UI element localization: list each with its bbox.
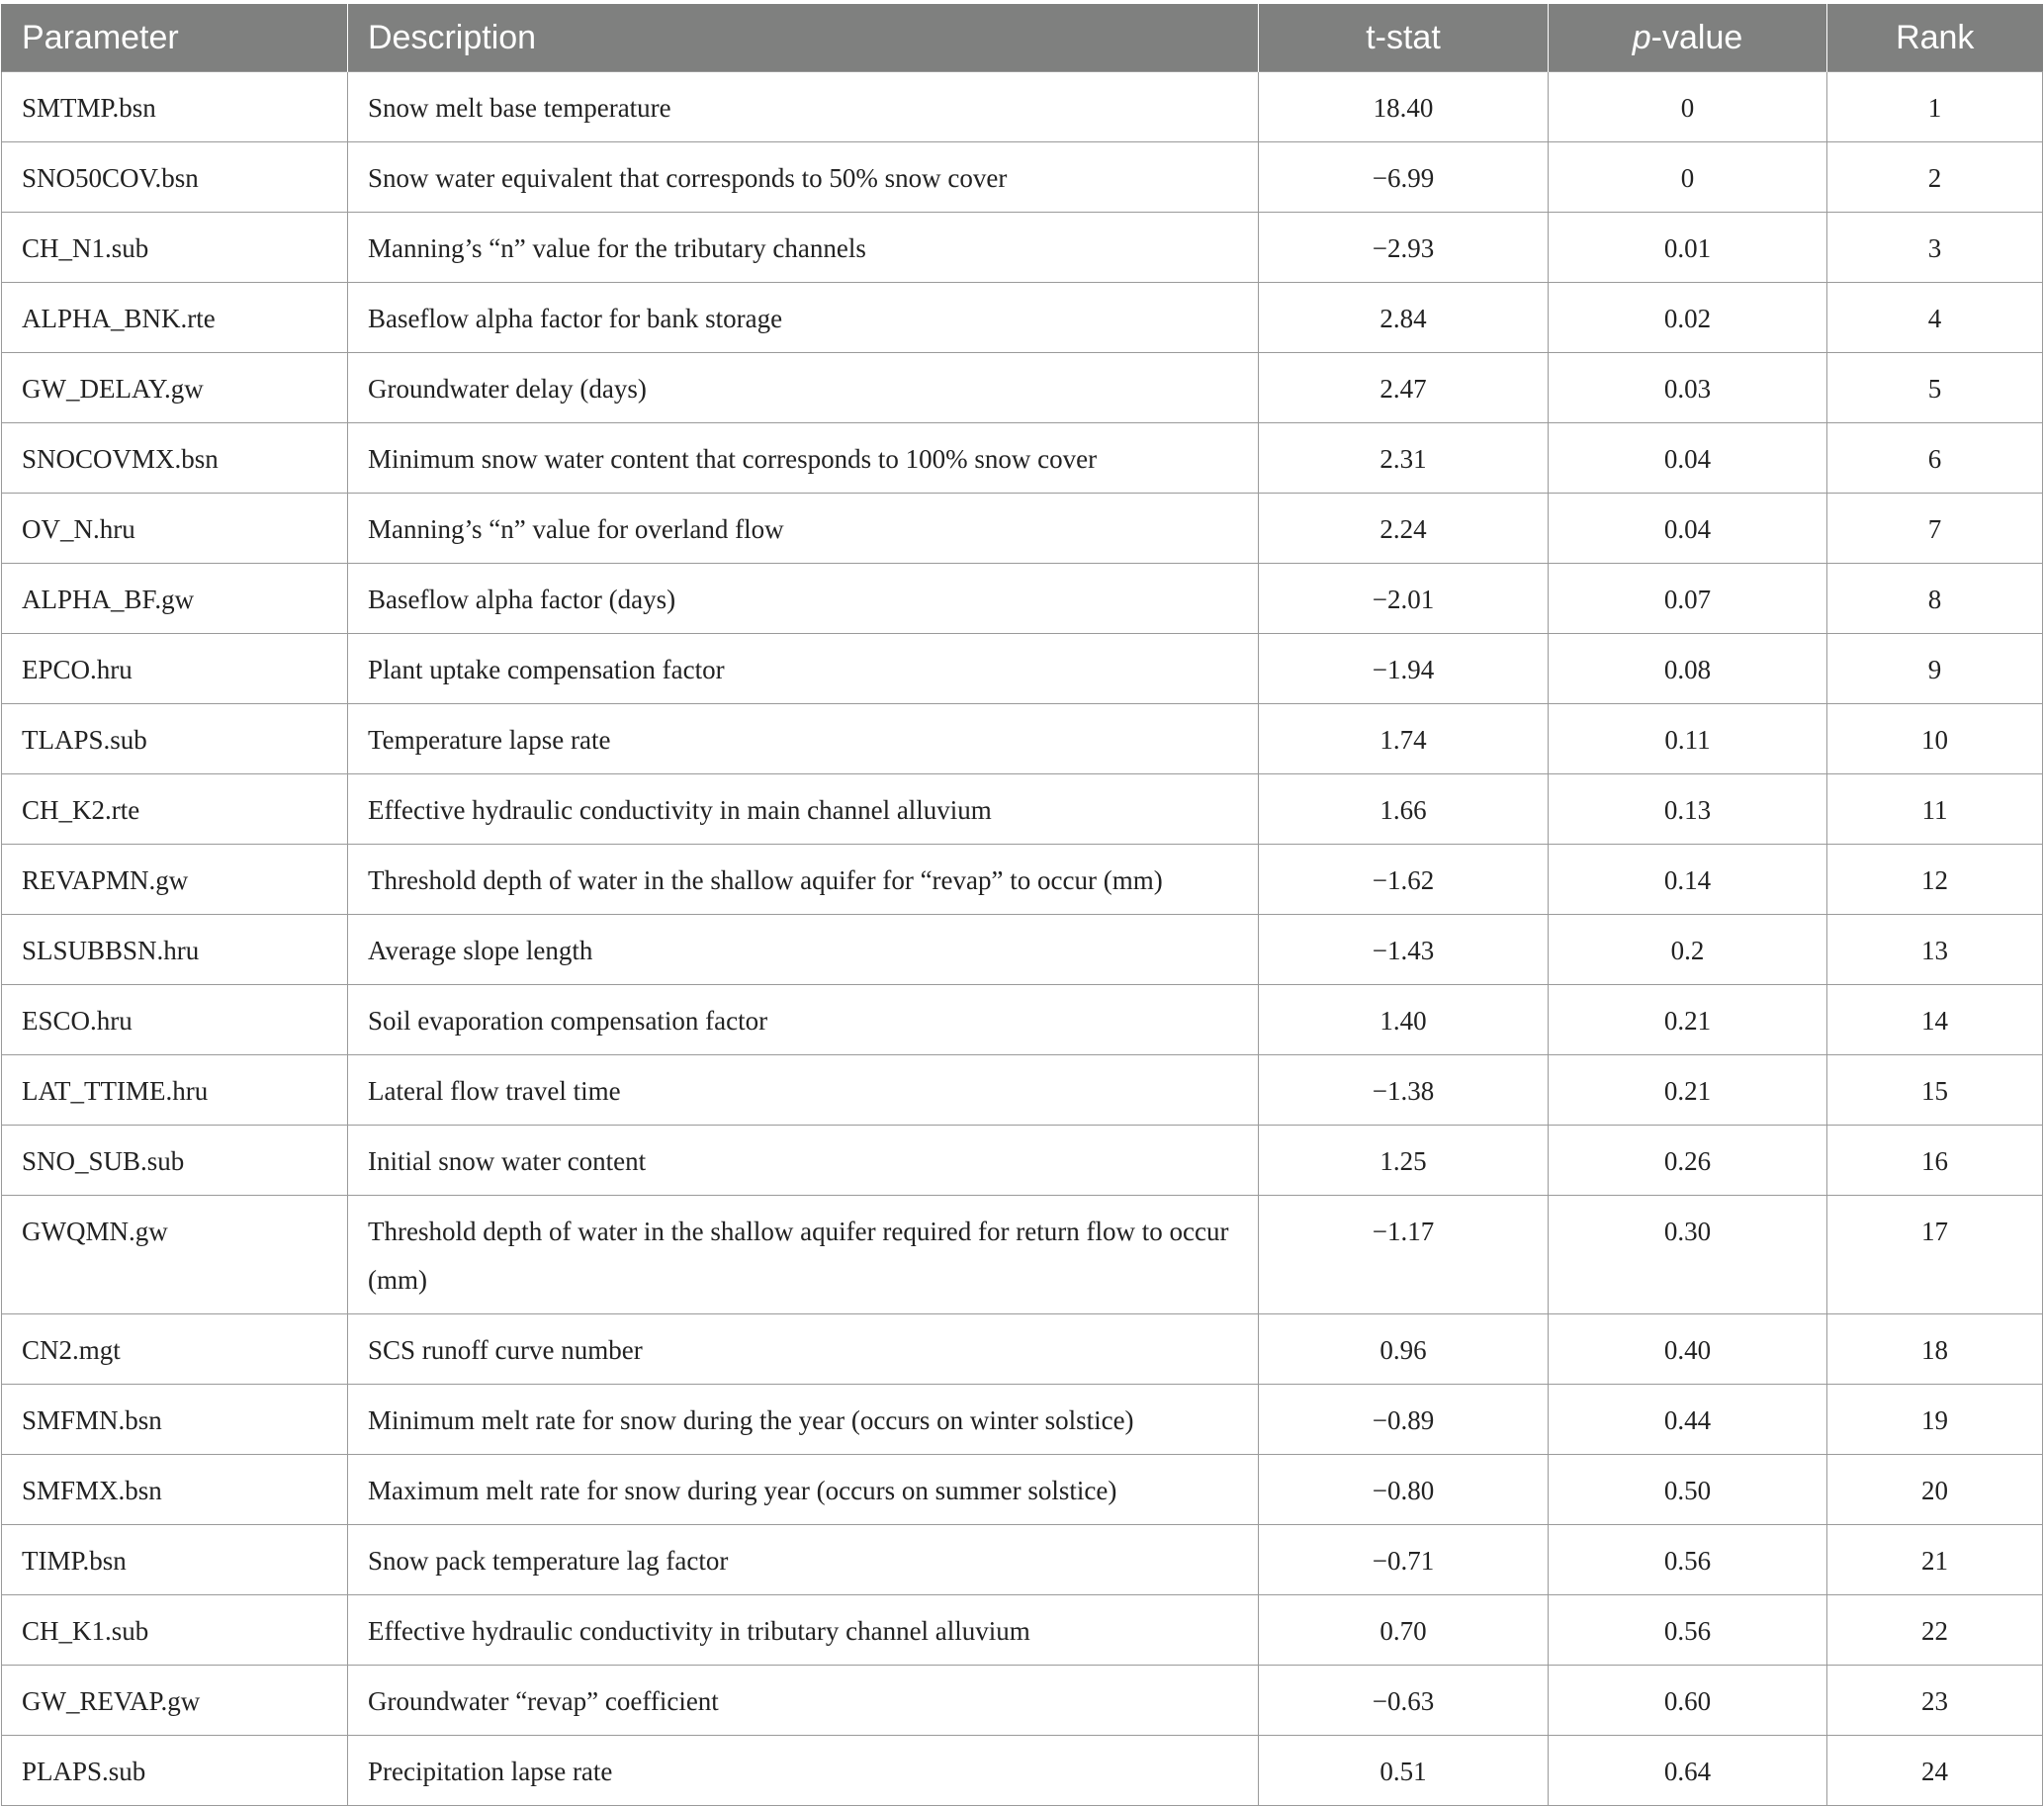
cell-rank: 1 [1827, 72, 2043, 142]
table-row [2, 915, 2043, 985]
cell-pvalue: 0.01 [1549, 213, 1827, 283]
cell-rank: 14 [1827, 985, 2043, 1055]
header-row [2, 4, 2043, 72]
cell-description: Maximum melt rate for snow during year (occurs on summer solstice) [348, 1455, 1259, 1525]
cell-parameter: SMFMN.bsn [2, 1385, 348, 1455]
cell-tstat: 0.70 [1259, 1595, 1549, 1666]
cell-rank: 23 [1827, 1666, 2043, 1736]
cell-parameter: CH_N1.sub [2, 213, 348, 283]
table-row [2, 283, 2043, 353]
table-row [2, 1736, 2043, 1806]
cell-parameter: TIMP.bsn [2, 1525, 348, 1595]
cell-tstat: −0.89 [1259, 1385, 1549, 1455]
cell-tstat: −2.93 [1259, 213, 1549, 283]
cell-description: Minimum melt rate for snow during the year (occurs on winter solstice) [348, 1385, 1259, 1455]
table-row [2, 564, 2043, 634]
cell-rank: 24 [1827, 1736, 2043, 1806]
cell-description: Minimum snow water content that corresponds to 100% snow cover [348, 423, 1259, 494]
table-row [2, 1525, 2043, 1595]
cell-rank: 9 [1827, 634, 2043, 704]
cell-parameter: SNO_SUB.sub [2, 1126, 348, 1196]
cell-parameter: GW_DELAY.gw [2, 353, 348, 423]
cell-pvalue: 0.56 [1549, 1525, 1827, 1595]
cell-description: Threshold depth of water in the shallow aquifer required for return flow to occur (mm) [348, 1196, 1259, 1314]
table-row [2, 1126, 2043, 1196]
cell-description: Temperature lapse rate [348, 704, 1259, 774]
cell-tstat: −2.01 [1259, 564, 1549, 634]
cell-tstat: −1.17 [1259, 1196, 1549, 1314]
cell-tstat: −1.38 [1259, 1055, 1549, 1126]
cell-parameter: CH_K2.rte [2, 774, 348, 845]
table-body [2, 72, 2043, 1806]
cell-rank: 7 [1827, 494, 2043, 564]
cell-parameter: SNO50COV.bsn [2, 142, 348, 213]
cell-tstat: −6.99 [1259, 142, 1549, 213]
table-row [2, 1196, 2043, 1314]
cell-description: Baseflow alpha factor (days) [348, 564, 1259, 634]
cell-rank: 19 [1827, 1385, 2043, 1455]
header-tstat: t-stat [1259, 4, 1549, 72]
cell-parameter: EPCO.hru [2, 634, 348, 704]
cell-description: Baseflow alpha factor for bank storage [348, 283, 1259, 353]
cell-description: Manning’s “n” value for overland flow [348, 494, 1259, 564]
cell-parameter: TLAPS.sub [2, 704, 348, 774]
cell-tstat: −1.43 [1259, 915, 1549, 985]
table-row [2, 72, 2043, 142]
cell-pvalue: 0.56 [1549, 1595, 1827, 1666]
cell-rank: 10 [1827, 704, 2043, 774]
cell-rank: 20 [1827, 1455, 2043, 1525]
cell-tstat: 0.96 [1259, 1314, 1549, 1385]
cell-parameter: REVAPMN.gw [2, 845, 348, 915]
cell-pvalue: 0.60 [1549, 1666, 1827, 1736]
cell-pvalue: 0.44 [1549, 1385, 1827, 1455]
cell-description: Threshold depth of water in the shallow aquifer for “revap” to occur (mm) [348, 845, 1259, 915]
cell-pvalue: 0.04 [1549, 494, 1827, 564]
table-row [2, 845, 2043, 915]
cell-pvalue: 0.07 [1549, 564, 1827, 634]
cell-rank: 15 [1827, 1055, 2043, 1126]
cell-rank: 2 [1827, 142, 2043, 213]
cell-description: Plant uptake compensation factor [348, 634, 1259, 704]
table-row [2, 704, 2043, 774]
cell-tstat: 1.25 [1259, 1126, 1549, 1196]
cell-pvalue: 0.14 [1549, 845, 1827, 915]
table-row [2, 634, 2043, 704]
cell-parameter: SLSUBBSN.hru [2, 915, 348, 985]
cell-description: Effective hydraulic conductivity in main channel alluvium [348, 774, 1259, 845]
cell-tstat: 18.40 [1259, 72, 1549, 142]
cell-parameter: ALPHA_BF.gw [2, 564, 348, 634]
cell-pvalue: 0 [1549, 142, 1827, 213]
table-row [2, 1595, 2043, 1666]
cell-description: Groundwater delay (days) [348, 353, 1259, 423]
cell-description: Snow water equivalent that corresponds to 50% snow cover [348, 142, 1259, 213]
cell-parameter: LAT_TTIME.hru [2, 1055, 348, 1126]
header-description: Description [348, 4, 1259, 72]
cell-parameter: SMFMX.bsn [2, 1455, 348, 1525]
cell-parameter: GW_REVAP.gw [2, 1666, 348, 1736]
cell-tstat: 1.74 [1259, 704, 1549, 774]
cell-parameter: PLAPS.sub [2, 1736, 348, 1806]
cell-tstat: 2.47 [1259, 353, 1549, 423]
cell-tstat: 0.51 [1259, 1736, 1549, 1806]
cell-tstat: 1.40 [1259, 985, 1549, 1055]
table-row [2, 1666, 2043, 1736]
cell-rank: 18 [1827, 1314, 2043, 1385]
cell-parameter: CH_K1.sub [2, 1595, 348, 1666]
cell-pvalue: 0.2 [1549, 915, 1827, 985]
parameter-sensitivity-table [1, 4, 2043, 1806]
cell-parameter: ALPHA_BNK.rte [2, 283, 348, 353]
table-row [2, 142, 2043, 213]
cell-description: Snow melt base temperature [348, 72, 1259, 142]
table-row [2, 1055, 2043, 1126]
cell-pvalue: 0.21 [1549, 985, 1827, 1055]
header-pvalue-italic: p [1632, 18, 1651, 56]
cell-description: Average slope length [348, 915, 1259, 985]
cell-pvalue: 0.26 [1549, 1126, 1827, 1196]
table-header [2, 4, 2043, 72]
cell-parameter: OV_N.hru [2, 494, 348, 564]
cell-description: Snow pack temperature lag factor [348, 1525, 1259, 1595]
cell-rank: 13 [1827, 915, 2043, 985]
cell-rank: 21 [1827, 1525, 2043, 1595]
table-row [2, 774, 2043, 845]
cell-rank: 8 [1827, 564, 2043, 634]
cell-tstat: 2.31 [1259, 423, 1549, 494]
cell-parameter: GWQMN.gw [2, 1196, 348, 1314]
cell-rank: 3 [1827, 213, 2043, 283]
cell-description: Initial snow water content [348, 1126, 1259, 1196]
cell-description: Manning’s “n” value for the tributary channels [348, 213, 1259, 283]
cell-pvalue: 0.03 [1549, 353, 1827, 423]
table-row [2, 423, 2043, 494]
cell-pvalue: 0.02 [1549, 283, 1827, 353]
header-parameter: Parameter [2, 4, 348, 72]
cell-rank: 17 [1827, 1196, 2043, 1314]
cell-parameter: SMTMP.bsn [2, 72, 348, 142]
cell-pvalue: 0.11 [1549, 704, 1827, 774]
cell-description: Effective hydraulic conductivity in tributary channel alluvium [348, 1595, 1259, 1666]
table-row [2, 1455, 2043, 1525]
header-rank: Rank [1827, 4, 2043, 72]
cell-pvalue: 0.21 [1549, 1055, 1827, 1126]
cell-tstat: 2.84 [1259, 283, 1549, 353]
cell-tstat: −0.71 [1259, 1525, 1549, 1595]
cell-rank: 6 [1827, 423, 2043, 494]
cell-tstat: −1.94 [1259, 634, 1549, 704]
cell-tstat: −0.80 [1259, 1455, 1549, 1525]
cell-description: Lateral flow travel time [348, 1055, 1259, 1126]
cell-pvalue: 0.13 [1549, 774, 1827, 845]
header-pvalue-rest: -value [1650, 18, 1743, 56]
cell-rank: 16 [1827, 1126, 2043, 1196]
cell-description: Precipitation lapse rate [348, 1736, 1259, 1806]
cell-pvalue: 0.64 [1549, 1736, 1827, 1806]
header-pvalue [1549, 4, 1827, 72]
cell-tstat: 1.66 [1259, 774, 1549, 845]
table-row [2, 494, 2043, 564]
cell-pvalue: 0.04 [1549, 423, 1827, 494]
cell-rank: 22 [1827, 1595, 2043, 1666]
cell-description: SCS runoff curve number [348, 1314, 1259, 1385]
table-row [2, 353, 2043, 423]
cell-parameter: SNOCOVMX.bsn [2, 423, 348, 494]
cell-pvalue: 0 [1549, 72, 1827, 142]
cell-pvalue: 0.08 [1549, 634, 1827, 704]
cell-rank: 5 [1827, 353, 2043, 423]
cell-pvalue: 0.40 [1549, 1314, 1827, 1385]
cell-parameter: ESCO.hru [2, 985, 348, 1055]
cell-description: Groundwater “revap” coefficient [348, 1666, 1259, 1736]
cell-tstat: −0.63 [1259, 1666, 1549, 1736]
cell-rank: 12 [1827, 845, 2043, 915]
cell-pvalue: 0.30 [1549, 1196, 1827, 1314]
cell-rank: 4 [1827, 283, 2043, 353]
table-row [2, 985, 2043, 1055]
cell-parameter: CN2.mgt [2, 1314, 348, 1385]
table-row [2, 1385, 2043, 1455]
cell-tstat: 2.24 [1259, 494, 1549, 564]
table-row [2, 213, 2043, 283]
cell-rank: 11 [1827, 774, 2043, 845]
table-row [2, 1314, 2043, 1385]
cell-pvalue: 0.50 [1549, 1455, 1827, 1525]
cell-description: Soil evaporation compensation factor [348, 985, 1259, 1055]
cell-tstat: −1.62 [1259, 845, 1549, 915]
